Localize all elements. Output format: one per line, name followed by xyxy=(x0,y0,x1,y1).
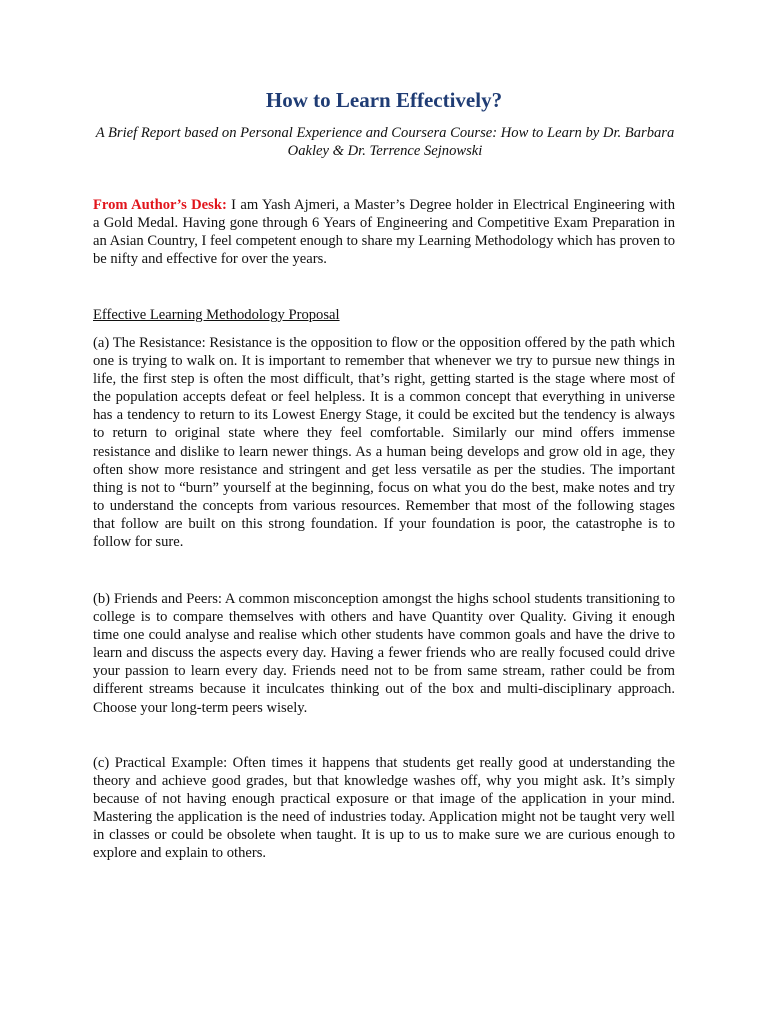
paragraph-practical-example: (c) Practical Example: Often times it happens that students get really good at understanding the theory and achieve good grades, but that knowledge washes off, why you might ask. It’s simply because of not having enough practical exposure or that image of the application in your mind. Mastering the application is the need of industries today. Application might not be taught very well in classes or could be obsolete when taught. It is up to us to make sure we are curious enough to explore and explain to others. xyxy=(93,755,675,862)
section-heading: Effective Learning Methodology Proposal xyxy=(93,307,340,323)
paragraph-resistance: (a) The Resistance: Resistance is the opposition to flow or the opposition offered by the path which one is trying to walk on. It is important to remember that whenever we try to pursue new things in life, the first step is often the most difficult, that’s right, getting started is the stage where most of the population accepts defeat or feel helpless. It is a common concept that everything in universe has a tendency to return to its Lowest Energy Stage, it could be excited but the tendency is always to return to original state where they feel comfortable. Similarly our mind offers immense resistance and dislike to learn newer things. As a human being develops and grow old in age, they often show more resistance and stringent and get less versatile as per the studies. The important thing is not to “burn” yourself at the beginning, focus on what you do the best, make notes and try to understand the concepts from various resources. Remember that most of the following stages that follow are built on this strong foundation. If your foundation is poor, the catastrophe is to follow for sure. xyxy=(93,335,675,551)
author-desk-paragraph xyxy=(93,196,675,268)
paragraph-friends-peers: (b) Friends and Peers: A common misconception amongst the highs school students transitioning to college is to compare themselves with others and have Quantity over Quality. Giving it enough time one could analyse and realise which other students have common goals and have the drive to learn and discuss the aspects every day. Having a fewer friends who are really focused could drive your passion to learn every day. Friends need not to be from same stream, rather could be from different streams because it inculcates thinking out of the box and multi-disciplinary approach. Choose your long-term peers wisely. xyxy=(93,591,675,716)
document-title: How to Learn Effectively? xyxy=(265,88,503,112)
document-subtitle: A Brief Report based on Personal Experience and Coursera Course: How to Learn by Dr. Barbara Oakley & Dr. Terrence Sejnowski xyxy=(95,125,675,159)
author-desk-text: I am Yash Ajmeri, a Master’s Degree holder in Electrical Engineering with a Gold Medal. Having gone through 6 Years of Engineering and Competitive Exam Preparation in an Asian Country, I feel competent enough to share my Learning Methodology which has proven to be nifty and effective for over the years. xyxy=(93,197,675,268)
author-desk-label: From Author’s Desk: xyxy=(93,197,227,213)
